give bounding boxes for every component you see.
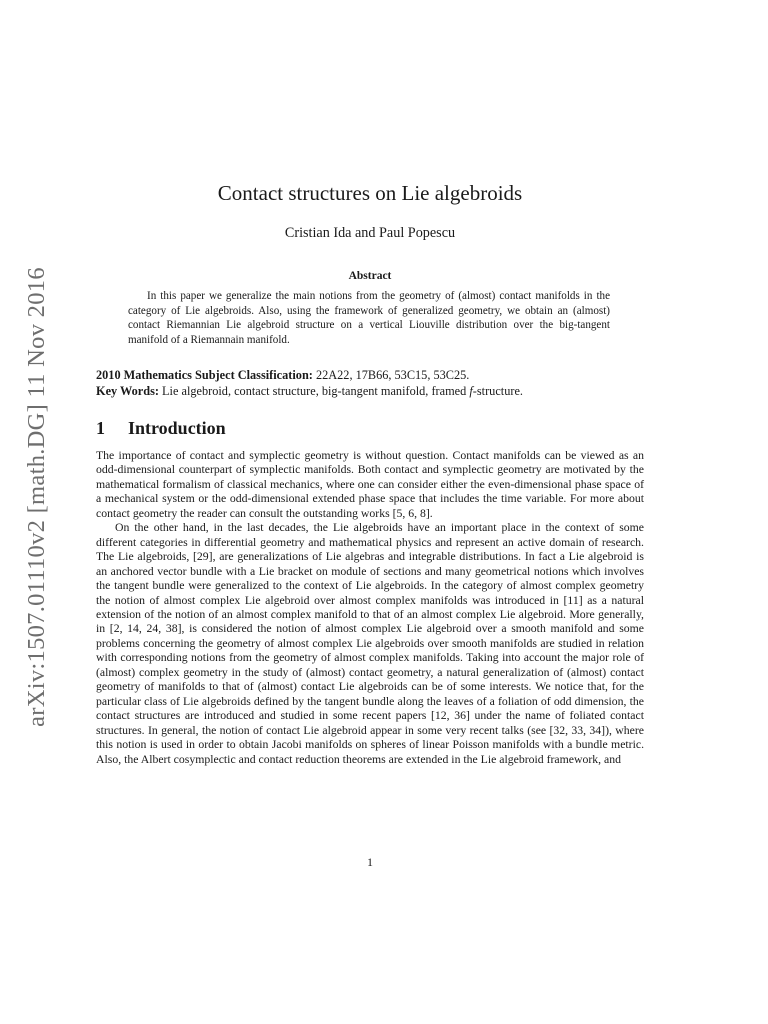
msc-line	[96, 368, 644, 384]
keywords-line	[96, 384, 644, 400]
paragraph: The importance of contact and symplectic geometry is without question. Contact manifolds can be viewed as an odd-dimensional counterpart of symplectic manifolds. Both contact and symplectic geometry are motivated by the mathematical formalism of classical mechanics, where one can consider either the even-dimensional phase space of a mechanical system or the odd-dimensional extended phase space that includes the time variable. For more about contact geometry the reader can consult the outstanding works [5, 6, 8].	[96, 449, 644, 520]
abstract-heading: Abstract	[348, 270, 392, 282]
section-title: Introduction	[128, 418, 226, 438]
arxiv-stamp	[20, 262, 54, 732]
msc-value: 22A22, 17B66, 53C15, 53C25.	[312, 368, 470, 382]
msc-label: 2010 Mathematics Subject Classification:	[96, 368, 313, 382]
paper-title: Contact structures on Lie algebroids	[217, 181, 523, 205]
section-heading	[96, 418, 226, 439]
section-number: 1	[96, 418, 105, 438]
abstract-text: In this paper we generalize the main notions from the geometry of (almost) contact manifolds in the category of Lie algebroids. Also, using the framework of generalized geometry, we obtain an (almost) contact Riemannian Lie algebroid structure on a vertical Liouville distribution over the big-tangent manifold of a Riemannain manifold.	[128, 290, 610, 346]
paper-authors: Cristian Ida and Paul Popescu	[284, 225, 456, 241]
keywords-label: Key Words:	[96, 383, 159, 398]
paragraph: On the other hand, in the last decades, the Lie algebroids have an important place in the context of some different categories in differential geometry and mathematical physics and represent an active domain of research. The Lie algebroids, [29], are generalizations of Lie algebras and integrable distributions. In fact a Lie algebroid is an anchored vector bundle with a Lie bracket on module of sections and many geometrical notions which involves the tangent bundle were generalized to the context of Lie algebroids. In the category of almost complex geometry the notion of almost complex Lie algebroid over almost complex manifolds was introduced in [11] as a natural extension of the notion of an almost complex manifold to that of an almost complex Lie algebroid. More generally, in [2, 14, 24, 38], is considered the notion of almost complex Lie algebroid over a smooth manifold and some problems concerning the geometry of almost complex Lie algebroids over smooth manifolds are studied in relation with corresponding notions from the geometry of almost complex manifolds. Taking into account the major role of (almost) complex geometry in the study of (almost) contact geometry, a natural generalization of (almost) contact geometry of manifolds to that of (almost) contact Lie algebroids can be of some interests. We notice that, for the particular class of Lie algebroids defined by the tangent bundle along the leaves of a foliation of odd dimension, the contact structures are introduced and studied in some recent papers [12, 36] under the name of foliated contact structures. In general, the notion of contact Lie algebroid appear in some very recent talks (see [32, 33, 34]), where this notion is used in order to obtain Jacobi manifolds on spheres of linear Poisson manifolds with a bundle metric. Also, the Albert cosymplectic and contact reduction theorems are extended in the Lie algebroid framework, and	[96, 521, 644, 766]
keywords-suffix: -structure.	[472, 383, 523, 398]
paper-metadata	[96, 368, 644, 399]
arxiv-stamp-text: arXiv:1507.01110v2 [math.DG] 11 Nov 2016	[23, 267, 50, 727]
keywords-italic: f	[469, 383, 473, 398]
keywords-value: Lie algebroid, contact structure, big-tangent manifold, framed	[158, 383, 470, 398]
page-number: 1	[367, 855, 373, 869]
body-text	[96, 449, 644, 767]
